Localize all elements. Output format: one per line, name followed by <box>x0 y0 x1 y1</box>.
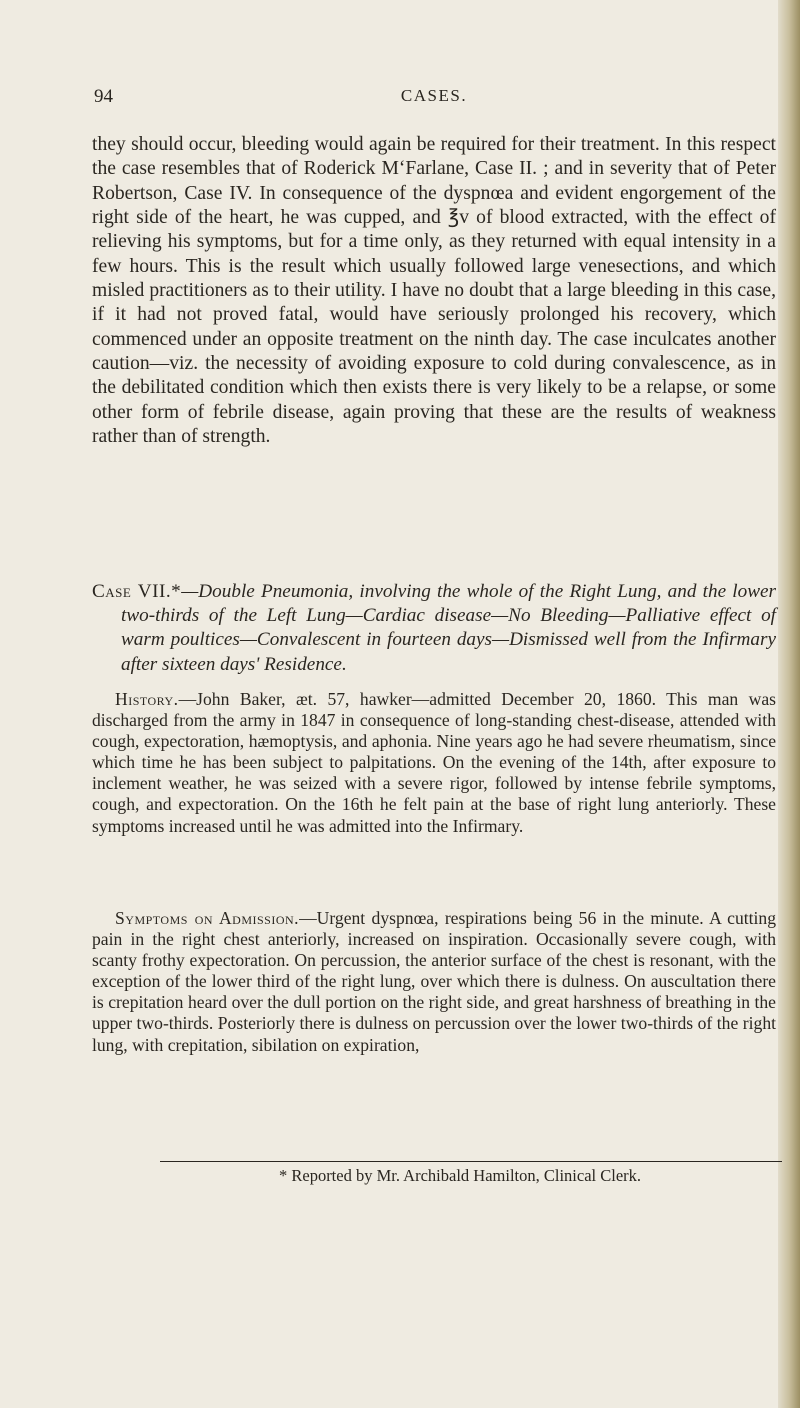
page-edge <box>778 0 800 1408</box>
page-header <box>94 86 774 116</box>
history-label: History. <box>115 689 179 709</box>
running-head: CASES. <box>400 86 468 105</box>
intro-paragraph: they should occur, bleeding would again be required for their treatment. In this respect the case resembles that of Roderick M‘Farlane, Case II. ; and in severity that of Peter Robertson, Case IV. In consequence of the dyspnœa and evident engorgement of the right side of the heart, he was cupped, and ℥v of blood extracted, with the effect of relieving his symptoms, but for a time only, as they returned with equal intensity in a few hours. This is the result which usually followed large venesections, and which misled practitioners as to their utility. I have no doubt that a large bleeding in this case, if it had not proved fatal, would have seriously prolonged his recovery, which commenced under an opposite treatment on the ninth day. The case inculcates another caution—viz. the necessity of avoiding exposure to cold during convalescence, as in the debilitated condition which then exists there is very likely to be a relapse, or some other form of febrile disease, again proving that these are the results of weakness rather than of strength. <box>92 134 776 448</box>
symptoms-paragraph <box>92 908 776 1056</box>
symptoms-text: —Urgent dyspnœa, respirations being 56 in the minute. A cutting pain in the right chest anteriorly, increased on inspiration. Occasionally severe cough, with scanty frothy expectoration. On percussion, the anterior surface of the chest is resonant, with the exception of the lower third of the right lung, over which there is dulness. On auscultation there is crepitation heard over the dull portion on the right side, and great harshness of breathing in the upper two-thirds. Posteriorly there is dulness on percussion over the lower two-thirds of the right lung, with crepitation, sibilation on expiration, <box>92 908 776 1055</box>
footnote: * Reported by Mr. Archibald Hamilton, Clinical Clerk. <box>278 1166 642 1185</box>
symptoms-label: Symptoms on Admission. <box>115 908 300 928</box>
history-text: —John Baker, æt. 57, hawker—admitted December 20, 1860. This man was discharged from the army in 1847 in consequence of long-standing chest-disease, attended with cough, expectoration, hæmoptysis, and aphonia. Nine years ago he had severe rheumatism, since which time he has been subject to palpitations. On the evening of the 14th, after exposure to inclement weather, he was seized with a severe rigor, followed by intense febrile symptoms, cough, and expectoration. On the 16th he felt pain at the base of right lung anteriorly. These symptoms increased until he was admitted into the Infirmary. <box>92 689 776 836</box>
footnote-rule <box>160 1161 782 1162</box>
symptoms-section <box>92 908 776 1056</box>
history-paragraph <box>92 689 776 837</box>
page-number: 94 <box>94 86 113 107</box>
case-title: —Double Pneumonia, involving the whole of the Right Lung, and the lower two-thirds of the Left Lung—Cardiac disease—No Bleeding—Palliative effect of warm poultices—Convalescent in fourteen days—Dismissed well from the Infirmary after sixteen days' Residence. <box>121 581 776 675</box>
case-number: Case VII.* <box>92 581 182 602</box>
history-section <box>92 689 776 837</box>
case-heading <box>92 580 776 677</box>
